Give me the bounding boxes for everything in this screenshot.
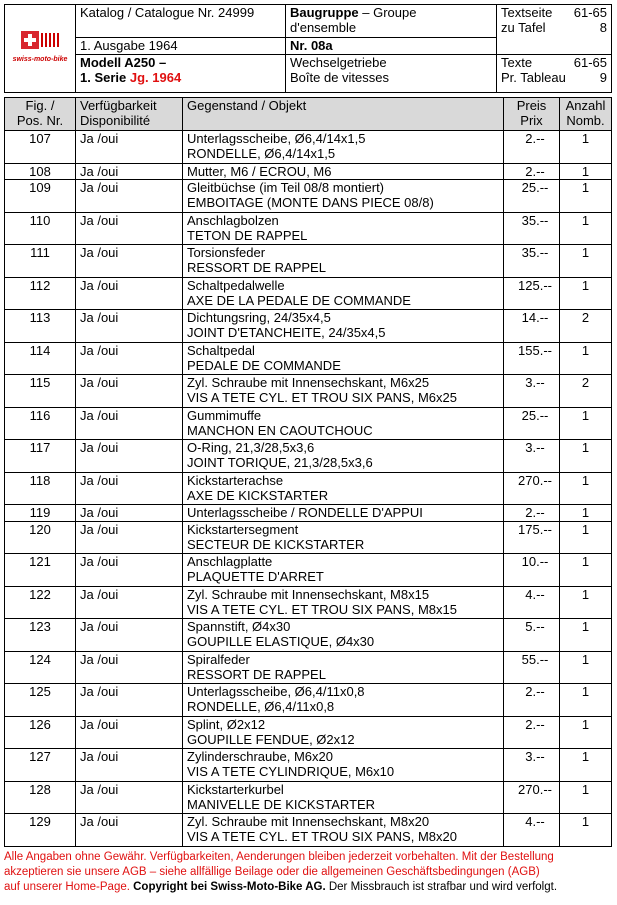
table-row <box>5 163 612 180</box>
pos-number: 123 <box>5 619 76 652</box>
item-name-de: Dichtungsring, 24/35x4,5 <box>187 310 331 325</box>
availability: Ja /oui <box>76 342 183 375</box>
item-name-fr: RONDELLE, Ø6,4/14x1,5 <box>187 146 336 161</box>
disclaimer-footer: Alle Angaben ohne Gewähr. Verfügbarkeiten, Aenderungen bleiben jederzeit vorbehalten. Mit der Bestellung akzeptieren sie unsere AGB – siehe allfällige Beilage oder die allgemeinen Geschäftsbedingungen (AGB) auf unserer Home-Page. Copyright bei Swiss-Moto-Bike AG. Der Missbrauch ist strafbar und wird verfolgt. <box>4 851 558 893</box>
quantity: 1 <box>560 619 612 652</box>
pos-number: 109 <box>5 180 76 213</box>
model-year: Jg. 1964 <box>129 70 182 85</box>
pos-number: 120 <box>5 521 76 554</box>
group-label: Baugruppe – Groupe d'ensemble <box>286 5 497 38</box>
item-name-fr: RESSORT DE RAPPEL <box>187 260 326 275</box>
item-description <box>183 505 504 522</box>
pos-number: 122 <box>5 586 76 619</box>
price: 4.-- <box>504 586 560 619</box>
price: 125.-- <box>504 277 560 310</box>
item-description <box>183 586 504 619</box>
col-availability: Verfügbarkeit Disponibilité <box>76 98 183 131</box>
item-description <box>183 131 504 164</box>
item-name-fr: GOUPILLE FENDUE, Ø2x12 <box>187 731 355 747</box>
swiss-cross-icon <box>21 31 39 49</box>
price: 25.-- <box>504 180 560 213</box>
pos-number: 125 <box>5 684 76 717</box>
logo-cell <box>5 5 76 93</box>
col-pos: Fig. / Pos. Nr. <box>5 98 76 131</box>
table-row <box>5 505 612 522</box>
item-description <box>183 212 504 245</box>
table-row <box>5 277 612 310</box>
item-description <box>183 440 504 473</box>
availability: Ja /oui <box>76 716 183 749</box>
item-description <box>183 310 504 343</box>
table-row <box>5 521 612 554</box>
item-name-fr: TETON DE RAPPEL <box>187 227 308 243</box>
price: 175.-- <box>504 521 560 554</box>
price: 35.-- <box>504 245 560 278</box>
item-name-fr: EMBOITAGE (MONTE DANS PIECE 08/8) <box>187 195 434 210</box>
item-name-de: Kickstarterachse <box>187 472 284 488</box>
pos-number: 113 <box>5 310 76 343</box>
availability: Ja /oui <box>76 131 183 164</box>
item-name-fr: PEDALE DE COMMANDE <box>187 357 341 373</box>
item-description <box>183 781 504 814</box>
pos-number: 128 <box>5 781 76 814</box>
table-row <box>5 781 612 814</box>
item-name-fr: MANIVELLE DE KICKSTARTER <box>187 796 376 812</box>
item-name-de: Schaltpedalwelle <box>187 277 285 293</box>
pos-number: 121 <box>5 554 76 587</box>
item-name-fr: VIS A TETE CYLINDRIQUE, M6x10 <box>187 764 395 779</box>
item-name-fr: GOUPILLE ELASTIQUE, Ø4x30 <box>187 634 375 649</box>
pos-number: 127 <box>5 749 76 782</box>
model-info: Modell A250 – 1. Serie Jg. 1964 <box>76 55 286 93</box>
pos-number: 126 <box>5 716 76 749</box>
item-name-de: O-Ring, 21,3/28,5x3,6 <box>187 440 315 455</box>
quantity: 1 <box>560 651 612 684</box>
pos-number: 117 <box>5 440 76 473</box>
col-qty: Anzahl Nomb. <box>560 98 612 131</box>
table-row <box>5 440 612 473</box>
availability: Ja /oui <box>76 180 183 213</box>
col-price: Preis Prix <box>504 98 560 131</box>
quantity: 1 <box>560 586 612 619</box>
availability: Ja /oui <box>76 310 183 343</box>
item-name-fr: SECTEUR DE KICKSTARTER <box>187 536 365 552</box>
item-name-de: Gleitbüchse (im Teil 08/8 montiert) <box>187 180 385 195</box>
item-name-de: Spiralfeder <box>187 651 250 667</box>
availability: Ja /oui <box>76 781 183 814</box>
table-row <box>5 472 612 505</box>
item-name-de: Unterlagsscheibe, Ø6,4/14x1,5 <box>187 131 366 146</box>
item-name-de: Anschlagbolzen <box>187 212 279 228</box>
item-name-de: Zyl. Schraube mit Innensechskant, M8x15 <box>187 586 430 602</box>
table-row <box>5 716 612 749</box>
item-name-fr: RESSORT DE RAPPEL <box>187 666 326 682</box>
quantity: 1 <box>560 277 612 310</box>
item-name-de: Anschlagplatte <box>187 554 273 569</box>
parts-table <box>4 97 612 847</box>
item-description <box>183 180 504 213</box>
item-name-de: Unterlagsscheibe / RONDELLE D'APPUI <box>187 505 423 520</box>
price: 25.-- <box>504 407 560 440</box>
item-description <box>183 245 504 278</box>
item-name-fr: MANCHON EN CAOUTCHOUC <box>187 422 373 438</box>
quantity: 1 <box>560 163 612 180</box>
catalog-header <box>4 4 612 93</box>
quantity: 1 <box>560 554 612 587</box>
quantity: 1 <box>560 814 612 847</box>
item-name-de: Zylinderschraube, M6x20 <box>187 749 333 764</box>
price: 10.-- <box>504 554 560 587</box>
availability: Ja /oui <box>76 163 183 180</box>
availability: Ja /oui <box>76 554 183 587</box>
logo-text: swiss-moto-bike <box>12 55 68 63</box>
price: 2.-- <box>504 505 560 522</box>
table-row <box>5 749 612 782</box>
item-description <box>183 407 504 440</box>
item-name-fr: JOINT TORIQUE, 21,3/28,5x3,6 <box>187 455 373 470</box>
table-row <box>5 684 612 717</box>
availability: Ja /oui <box>76 586 183 619</box>
table-row <box>5 342 612 375</box>
table-row <box>5 180 612 213</box>
quantity: 1 <box>560 440 612 473</box>
availability: Ja /oui <box>76 440 183 473</box>
pos-number: 118 <box>5 472 76 505</box>
availability: Ja /oui <box>76 749 183 782</box>
pos-number: 110 <box>5 212 76 245</box>
stripes-icon <box>41 33 59 47</box>
item-description <box>183 749 504 782</box>
item-name-de: Gummimuffe <box>187 407 262 423</box>
table-row <box>5 310 612 343</box>
item-name-de: Splint, Ø2x12 <box>187 716 266 732</box>
item-description <box>183 619 504 652</box>
table-row <box>5 814 612 847</box>
price: 3.-- <box>504 375 560 408</box>
price: 35.-- <box>504 212 560 245</box>
price: 270.-- <box>504 781 560 814</box>
quantity: 1 <box>560 131 612 164</box>
item-description <box>183 521 504 554</box>
pos-number: 111 <box>5 245 76 278</box>
price: 155.-- <box>504 342 560 375</box>
quantity: 1 <box>560 212 612 245</box>
pos-number: 112 <box>5 277 76 310</box>
table-row <box>5 245 612 278</box>
catalog-number: Katalog / Catalogue Nr. 24999 <box>76 5 286 38</box>
pos-number: 119 <box>5 505 76 522</box>
pos-number: 108 <box>5 163 76 180</box>
availability: Ja /oui <box>76 619 183 652</box>
pos-number: 115 <box>5 375 76 408</box>
item-description <box>183 716 504 749</box>
text-page-ref: Textseite 61-65 zu Tafel 8 <box>497 5 612 55</box>
quantity: 2 <box>560 310 612 343</box>
price: 4.-- <box>504 814 560 847</box>
table-row <box>5 554 612 587</box>
quantity: 1 <box>560 505 612 522</box>
table-row <box>5 651 612 684</box>
item-name-de: Mutter, M6 / ECROU, M6 <box>187 163 332 179</box>
item-name-fr: AXE DE KICKSTARTER <box>187 487 329 503</box>
table-row <box>5 407 612 440</box>
col-item: Gegenstand / Objekt <box>183 98 504 131</box>
price: 3.-- <box>504 440 560 473</box>
quantity: 1 <box>560 781 612 814</box>
price: 2.-- <box>504 163 560 180</box>
quantity: 1 <box>560 342 612 375</box>
item-name-de: Spannstift, Ø4x30 <box>187 619 291 634</box>
table-row <box>5 212 612 245</box>
availability: Ja /oui <box>76 651 183 684</box>
item-name-fr: AXE DE LA PEDALE DE COMMANDE <box>187 292 411 308</box>
tableau-ref: Texte 61-65 Pr. Tableau 9 <box>497 55 612 93</box>
pos-number: 116 <box>5 407 76 440</box>
pos-number: 124 <box>5 651 76 684</box>
price: 270.-- <box>504 472 560 505</box>
item-description <box>183 375 504 408</box>
item-description <box>183 163 504 180</box>
item-name-de: Kickstartersegment <box>187 521 299 537</box>
availability: Ja /oui <box>76 684 183 717</box>
pos-number: 107 <box>5 131 76 164</box>
edition: 1. Ausgabe 1964 <box>76 38 286 55</box>
item-name-fr: VIS A TETE CYL. ET TROU SIX PANS, M8x20 <box>187 829 457 844</box>
item-description <box>183 651 504 684</box>
swiss-moto-bike-logo <box>21 31 59 49</box>
item-name-fr: JOINT D'ETANCHEITE, 24/35x4,5 <box>187 325 386 340</box>
item-description <box>183 342 504 375</box>
item-name-fr: VIS A TETE CYL. ET TROU SIX PANS, M8x15 <box>187 601 457 617</box>
availability: Ja /oui <box>76 472 183 505</box>
item-name-de: Zyl. Schraube mit Innensechskant, M8x20 <box>187 814 430 829</box>
quantity: 1 <box>560 407 612 440</box>
pos-number: 129 <box>5 814 76 847</box>
item-description <box>183 277 504 310</box>
availability: Ja /oui <box>76 521 183 554</box>
item-name-de: Unterlagsscheibe, Ø6,4/11x0,8 <box>187 684 365 699</box>
price: 3.-- <box>504 749 560 782</box>
price: 55.-- <box>504 651 560 684</box>
quantity: 1 <box>560 749 612 782</box>
price: 5.-- <box>504 619 560 652</box>
availability: Ja /oui <box>76 407 183 440</box>
table-row <box>5 375 612 408</box>
price: 2.-- <box>504 716 560 749</box>
item-name-de: Zyl. Schraube mit Innensechskant, M6x25 <box>187 375 430 390</box>
quantity: 1 <box>560 180 612 213</box>
table-row <box>5 131 612 164</box>
item-name-de: Torsionsfeder <box>187 245 266 260</box>
price: 2.-- <box>504 684 560 717</box>
table-row <box>5 619 612 652</box>
price: 14.-- <box>504 310 560 343</box>
item-description <box>183 684 504 717</box>
group-name: Wechselgetriebe Boîte de vitesses <box>286 55 497 93</box>
availability: Ja /oui <box>76 375 183 408</box>
item-name-de: Schaltpedal <box>187 342 255 358</box>
item-name-fr: VIS A TETE CYL. ET TROU SIX PANS, M6x25 <box>187 390 457 405</box>
item-name-fr: RONDELLE, Ø6,4/11x0,8 <box>187 699 335 714</box>
item-description <box>183 554 504 587</box>
group-number: Nr. 08a <box>286 38 497 55</box>
availability: Ja /oui <box>76 505 183 522</box>
pos-number: 114 <box>5 342 76 375</box>
item-description <box>183 472 504 505</box>
table-row <box>5 586 612 619</box>
item-name-de: Kickstarterkurbel <box>187 781 284 797</box>
quantity: 1 <box>560 684 612 717</box>
column-header-row <box>5 98 612 131</box>
quantity: 2 <box>560 375 612 408</box>
availability: Ja /oui <box>76 212 183 245</box>
quantity: 1 <box>560 472 612 505</box>
price: 2.-- <box>504 131 560 164</box>
quantity: 1 <box>560 245 612 278</box>
item-description <box>183 814 504 847</box>
quantity: 1 <box>560 716 612 749</box>
availability: Ja /oui <box>76 245 183 278</box>
item-name-fr: PLAQUETTE D'ARRET <box>187 569 324 584</box>
quantity: 1 <box>560 521 612 554</box>
availability: Ja /oui <box>76 277 183 310</box>
availability: Ja /oui <box>76 814 183 847</box>
